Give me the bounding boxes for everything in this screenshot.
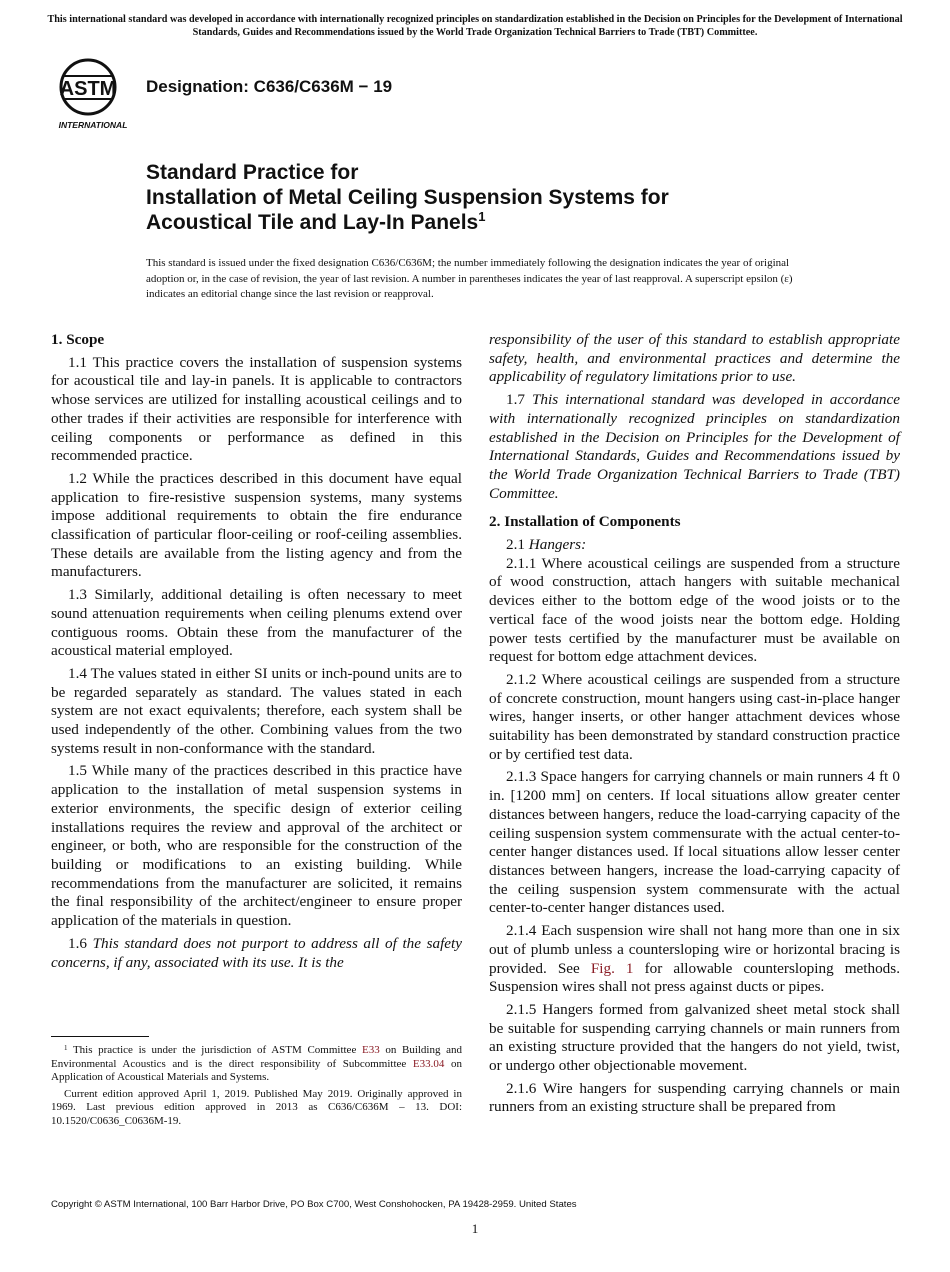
copyright-notice: Copyright © ASTM International, 100 Barr Harbor Drive, PO Box C700, West Conshohocken, PA 19428-2959. United States	[51, 1199, 577, 1210]
paragraph-2-1-5: 2.1.5 Hangers formed from galvanized sheet metal stock shall be suitable for suspending carrying channels or main runners from an existing structure provided that the hangers do not yield, twist, or undergo other objectionable movement.	[489, 1000, 900, 1075]
title-line-3-text: Acoustical Tile and Lay-In Panels	[146, 211, 479, 234]
footnote-1-mark: 1	[64, 1044, 68, 1052]
logo-subtext: INTERNATIONAL	[58, 120, 128, 130]
paragraph-1-7	[489, 391, 900, 503]
section-heading-scope: 1. Scope	[51, 331, 105, 348]
title-line-2: Installation of Metal Ceiling Suspension Systems for	[146, 186, 669, 209]
standards-notice: This international standard was developed in accordance with internationally recognized principles on standardization established in the Decision on Principles for the Development of International Standards, Guides and Recommendations issued by the World Trade Organization Technical Barriers to Trade (TBT) Committee.	[47, 14, 903, 38]
paragraph-1-6-continued	[489, 331, 900, 387]
paragraph-1-6-text: This standard does not purport to address all of the safety concerns, if any, associated with its use. It is the	[51, 934, 463, 971]
title-footnote-mark: 1	[478, 209, 486, 224]
footnote-edition-info: Current edition approved April 1, 2019. Published May 2019. Originally approved in 1969. Last previous edition approved in 2013 as C636/C636M – 13. DOI: 10.1520/C0636_C0636M-19.	[51, 1087, 462, 1127]
right-column	[489, 331, 900, 1121]
paragraph-1-5: 1.5 While many of the practices described in this practice have application to the installation of metal suspension systems in exterior environments, the specific design of exterior ceiling installations requires the review and approval of the architect or engineer, or both, who are responsible for the construction of the building or modifications to an existing building. While recommendations from the manufacturer are solicited, it remains the final responsibility of the architect/engineer to ensure proper application of the materials in question.	[51, 762, 462, 930]
paragraph-1-6	[51, 935, 462, 972]
page-number: 1	[471, 1221, 479, 1236]
paragraph-1-7-text: This international standard was developed in accordance with internationally recognized principles on standardization established in the Decision on Principles for the Development of International Standards, Guides and Recommendations issued by the World Trade Organization Technical Barriers to Trade (TBT) Committee.	[489, 391, 901, 502]
figure-1-link[interactable]: Fig. 1	[590, 959, 634, 977]
paragraph-1-6-continued-text: responsibility of the user of this standard to establish appropriate safety, health, and environmental practices and determine the applicability of regulatory limitations prior to use.	[489, 331, 900, 386]
paragraph-1-7-number: 1.7	[506, 391, 532, 409]
paragraph-2-1-text: Hangers:	[528, 536, 587, 554]
footnote-1-text-b: on Building and Environmental Acoustics and is the direct responsibility of Subcommittee	[51, 1044, 463, 1070]
paragraph-1-1: 1.1 This practice covers the installation of suspension systems for acoustical tile and lay-in panels. It is applicable to contractors whose services are utilized for installing acoustical ceilings and to other trades if their activities are responsible for interference with ceiling components or performance as defined in this recommended practice.	[51, 353, 462, 465]
paragraph-1-4: 1.4 The values stated in either SI units or inch-pound units are to be regarded separately as standard. The values stated in each system are not exact equivalents; therefore, each system shall be used independently of the other. Combining values from the two systems result in non-conformance with the standard.	[51, 664, 462, 757]
paragraph-1-2: 1.2 While the practices described in this document have equal application to fire-resistive suspension systems, many systems impose additional requirements to obtain the fire endurance classification of particular floor-ceiling or roof-ceiling assemblies. These details are available from the listing agency and from the manufacturers.	[51, 469, 462, 581]
subcommittee-e33-04-link[interactable]: E33.04	[412, 1057, 445, 1070]
title-line-3	[146, 210, 669, 235]
issued-note: This standard is issued under the fixed designation C636/C636M; the number immediately following the designation indicates the year of original adoption or, in the case of revision, the year of last revision. A number in parentheses indicates the year of last reapproval. A superscript epsilon (ε) indicates an editorial change since the last revision or reapproval.	[146, 257, 793, 301]
logo-wordmark: ASTM	[59, 78, 117, 100]
committee-e33-link[interactable]: E33	[361, 1044, 380, 1056]
designation: Designation: C636/C636M − 19	[146, 77, 393, 96]
paragraph-2-1-4-text-b: for allowable countersloping methods. Suspension wires shall not press against ducts or pipes.	[489, 959, 900, 996]
footnote-1-text-c: on Application of Acoustical Materials and Systems.	[51, 1057, 462, 1083]
title-line-1: Standard Practice for	[146, 161, 359, 184]
document-title	[146, 160, 669, 235]
paragraph-2-1-4-text-a: 2.1.4 Each suspension wire shall not hang more than one in six out of plumb unless a countersloping wire or horizontal bracing is provided. See	[489, 922, 900, 977]
paragraph-1-3: 1.3 Similarly, additional detailing is often necessary to meet sound attenuation requirements when ceiling plenums extend over contiguous rooms. Obtain these from the manufacturer of the acoustical material employed.	[51, 586, 462, 660]
section-heading-installation: 2. Installation of Components	[489, 513, 681, 531]
paragraph-2-1-number: 2.1	[506, 536, 529, 554]
footnote-1-text-a: This practice is under the jurisdiction of ASTM Committee	[67, 1044, 362, 1056]
footnotes	[51, 1044, 462, 1131]
left-column	[51, 331, 462, 976]
footnote-divider	[51, 1036, 149, 1037]
paragraph-2-1-2: 2.1.2 Where acoustical ceilings are suspended from a structure of concrete construction, mount hangers using cast-in-place hanger wires, hanger inserts, or other hanger attachment devices whose suitability has been demonstrated by standard construction practice or by certified test data.	[489, 670, 900, 763]
paragraph-2-1-3: 2.1.3 Space hangers for carrying channels or main runners 4 ft 0 in. [1200 mm] on centers. If local situations allow greater center distances between hangers, reduce the load-carrying capacity of the ceiling suspension system commensurate with the actual center-to-center hanger distances used. If local situations allow lesser center distances between hangers, increase the load-carrying capacity of the ceiling suspension system commensurate with the actual center-to-center hanger distances used.	[489, 768, 900, 917]
paragraph-2-1-6: 2.1.6 Wire hangers for suspending carrying channels or main runners from an existing structure shall be prepared from	[489, 1079, 900, 1116]
footnote-1	[51, 1044, 462, 1085]
paragraph-1-6-number: 1.6	[68, 934, 93, 952]
paragraph-2-1	[489, 536, 900, 555]
paragraph-2-1-4	[489, 922, 900, 997]
paragraph-2-1-1: 2.1.1 Where acoustical ceilings are suspended from a structure of wood construction, attach hangers with suitable mechanical devices either to the bottom edge of the wood joists or to the vertical face of the wood joists near the bottom edge. Holding power tests certified by the manufacturer must be available on request for bottom edge attachment devices.	[489, 554, 900, 666]
astm-logo	[52, 57, 134, 131]
